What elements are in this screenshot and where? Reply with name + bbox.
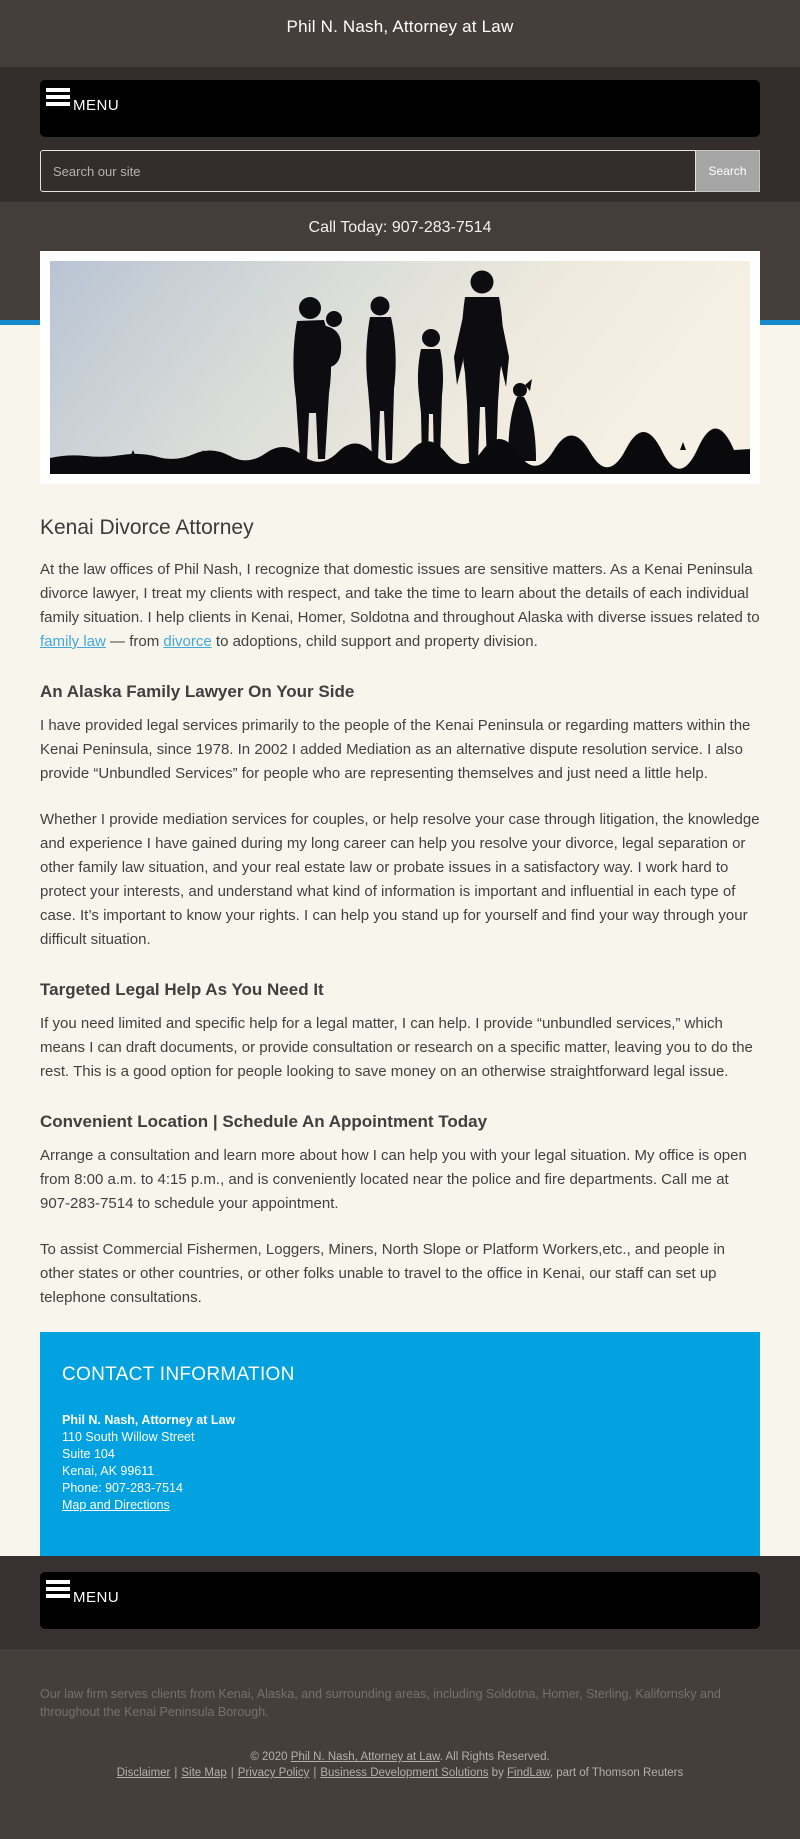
search-input[interactable] [40,150,696,192]
site-map-link[interactable]: Site Map [181,1767,227,1779]
hamburger-icon[interactable] [46,88,70,109]
contact-address [62,1412,738,1514]
section-paragraph: I have provided legal services primarily to the people of the Kenai Peninsula or regarding matters within the Kenai Peninsula, since 1978. In 2002 I added Mediation as an alternative dispute resolution service. I also provide “Unbundled Services” for people who are representing themselves and just need a little help. [40,717,751,782]
footer-nav-band [0,1556,800,1649]
separator: | [174,1767,178,1779]
findlaw-suffix: , part of Thomson Reuters [549,1767,684,1779]
contact-firm-name: Phil N. Nash, Attorney at Law [62,1413,236,1427]
main-menu-bar[interactable] [40,80,760,137]
contact-street: 110 South Willow Street [62,1430,195,1444]
section-heading-location: Convenient Location | Schedule An Appointment Today [40,1112,488,1131]
disclaimer-link[interactable]: Disclaimer [116,1767,171,1779]
page-title: Kenai Divorce Attorney [40,516,254,539]
copyright-firm-link[interactable]: Phil N. Nash, Attorney at Law [290,1751,440,1763]
hero-image-frame [40,251,760,484]
intro-text-2: — from [105,633,164,650]
search-button[interactable]: Search [696,150,760,192]
service-area-text: Our law firm serves clients from Kenai, Alaska, and surrounding areas, including Soldotna, Homer, Sterling, Kalifornsky and throughout the Kenai Peninsula Borough. [40,1687,721,1719]
copyright-suffix: . All Rights Reserved. [439,1751,550,1763]
contact-title: CONTACT INFORMATION [62,1364,295,1385]
family-silhouette-image [50,261,750,474]
section-heading-targeted-help: Targeted Legal Help As You Need It [40,980,324,999]
copyright-block [40,1749,760,1781]
main-content [0,516,800,1310]
intro-paragraph [40,558,760,654]
findlaw-link[interactable]: FindLaw [507,1767,550,1779]
section-paragraph: If you need limited and specific help for a legal matter, I can help. I provide “unbundled services,” which means I can draft documents, or provide consultation or research on a specific matter, leaving you to do the rest. This is a good option for people looking to save money on an otherwise straightforward legal issue. [40,1015,753,1080]
call-today-text: Call Today: 907-283-7514 [308,219,492,236]
section-paragraph: Arrange a consultation and learn more about how I can help you with your legal situation. My office is open from 8:00 a.m. to 4:15 p.m., and is conveniently located near the police and fire departments. Call me at 907-283-7514 to schedule your appointment. [40,1147,747,1212]
privacy-policy-link[interactable]: Privacy Policy [237,1767,310,1779]
contact-suite: Suite 104 [62,1447,115,1461]
intro-text-3: to adoptions, child support and property division. [211,633,538,650]
copyright-line [40,1749,760,1765]
section-paragraph: To assist Commercial Fishermen, Loggers, Miners, North Slope or Platform Workers,etc., and people in other states or other countries, or other folks unable to travel to the office in Kenai, our staff can set up telephone consultations. [40,1241,725,1306]
divorce-link[interactable]: divorce [163,633,212,650]
intro-text-1: At the law offices of Phil Nash, I recognize that domestic issues are sensitive matters. As a Kenai Peninsula divorce lawyer, I treat my clients with respect, and take the time to learn about the details of each individual family situation. I help clients in Kenai, Homer, Soldotna and throughout Alaska with diverse issues related to [40,561,760,626]
menu-toggle-label[interactable]: MENU [73,97,120,114]
separator: | [313,1767,317,1779]
copyright-prefix: © 2020 [250,1751,291,1763]
footer-hamburger-icon[interactable] [46,1580,70,1601]
section-paragraph: Whether I provide mediation services for couples, or help resolve your case through litigation, the knowledge and experience I have gained during my long career can help you resolve your divorce, legal separation or other family law situation, and your real estate law or probate issues in a satisfactory way. I work hard to protect your interests, and understand what kind of information is important and influential in each type of case. It’s important to know your rights. I can help you stand up for yourself and find your way through your difficult situation. [40,811,760,948]
footer-main [0,1649,800,1839]
section-heading-family-lawyer: An Alaska Family Lawyer On Your Side [40,682,355,701]
contact-city: Kenai, AK 99611 [62,1464,155,1478]
separator: | [230,1767,234,1779]
contact-phone: Phone: 907-283-7514 [62,1481,183,1495]
footer-menu-bar[interactable] [40,1572,760,1629]
nav-band [0,67,800,202]
contact-information-box [40,1332,760,1556]
family-law-link[interactable]: family law [40,633,106,650]
site-title: Phil N. Nash, Attorney at Law [286,17,514,36]
business-development-link[interactable]: Business Development Solutions [320,1767,489,1779]
map-directions-link[interactable]: Map and Directions [62,1498,170,1512]
site-header [0,0,800,67]
footer-menu-toggle-label[interactable]: MENU [73,1589,120,1606]
search-bar [40,150,760,192]
by-text: by [488,1767,508,1779]
